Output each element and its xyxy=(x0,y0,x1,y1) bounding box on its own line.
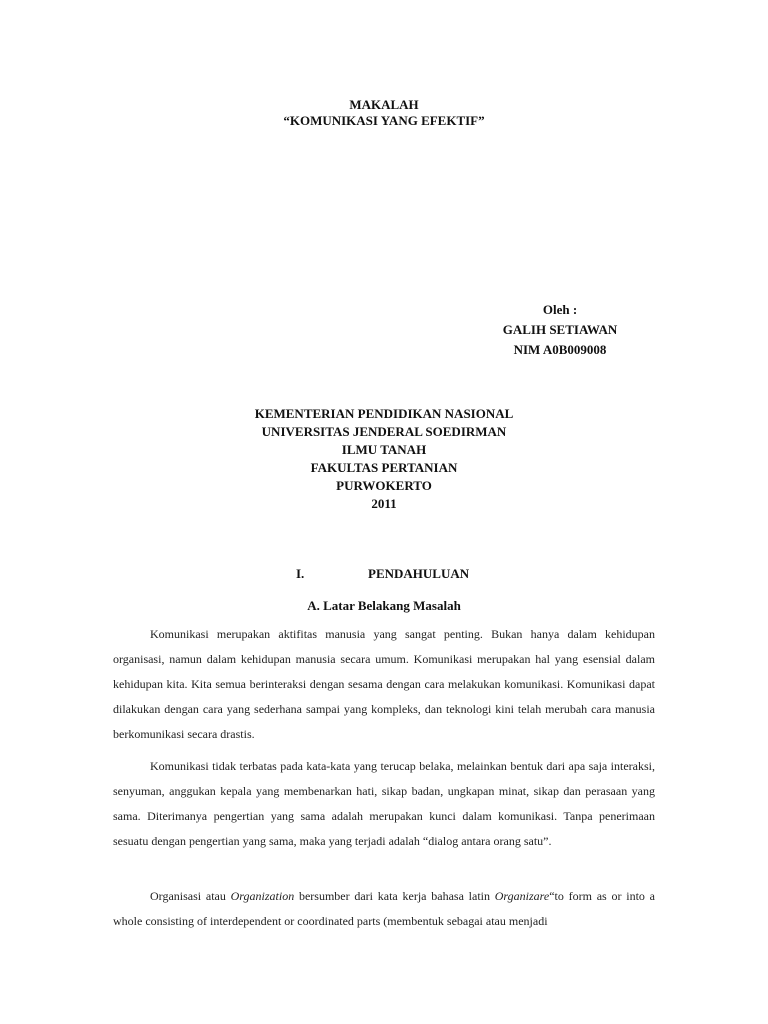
document-title-line2: “KOMUNIKASI YANG EFEKTIF” xyxy=(283,113,485,128)
institution-line: 2011 xyxy=(371,496,397,511)
author-name: GALIH SETIAWAN xyxy=(502,322,618,337)
institution-line: PURWOKERTO xyxy=(336,478,432,493)
document-title-line1: MAKALAH xyxy=(349,97,419,112)
author-block xyxy=(460,300,660,360)
institution-line: ILMU TANAH xyxy=(341,442,427,457)
section-heading: A. Latar Belakang Masalah xyxy=(307,598,461,613)
author-nim: NIM A0B009008 xyxy=(513,342,607,357)
paragraph-3-text: “to form as or into a whole consisting of interdependent or coordinated parts (membentuk sebagai atau menjadi xyxy=(113,889,655,928)
paragraph-3-text: bersumber dari kata kerja bahasa latin xyxy=(294,889,495,903)
paragraph-3-text: Organisasi atau xyxy=(150,889,231,903)
paragraph-2: Komunikasi tidak terbatas pada kata-kata yang terucap belaka, melainkan bentuk dari apa saja interaksi, senyuman, anggukan kepala yang membenarkan hati, sikap badan, ungkapan minat, sikap dan perasaan yang sama. Diterimanya pengertian yang sama adalah merupakan kunci dalam komunikasi. Tanpa penerimaan sesuatu dengan pengertian yang sama, maka yang terjadi adalah “dialog antara orang satu”. xyxy=(113,759,655,848)
author-by-label: Oleh : xyxy=(542,302,578,317)
institution-line: KEMENTERIAN PENDIDIKAN NASIONAL xyxy=(254,406,514,421)
institution-block xyxy=(0,405,768,513)
chapter-title: PENDAHULUAN xyxy=(368,566,470,581)
paragraph-1: Komunikasi merupakan aktifitas manusia yang sangat penting. Bukan hanya dalam kehidupan organisasi, namun dalam kehidupan manusia secara umum. Komunikasi merupakan hal yang esensial dalam kehidupan kita. Kita semua berinteraksi dengan sesama dengan cara melakukan komunikasi. Komunikasi dapat dilakukan dengan cara yang sederhana sampai yang kompleks, dan teknologi kini telah merubah cara manusia berkomunikasi secara drastis. xyxy=(113,627,655,741)
chapter-number: I. xyxy=(296,566,305,581)
institution-line: UNIVERSITAS JENDERAL SOEDIRMAN xyxy=(261,424,507,439)
institution-line: FAKULTAS PERTANIAN xyxy=(310,460,458,475)
paragraph-3 xyxy=(113,884,655,934)
paragraph-3-italic-term: Organizare xyxy=(494,889,550,903)
paragraph-3-italic-term: Organization xyxy=(230,889,295,903)
